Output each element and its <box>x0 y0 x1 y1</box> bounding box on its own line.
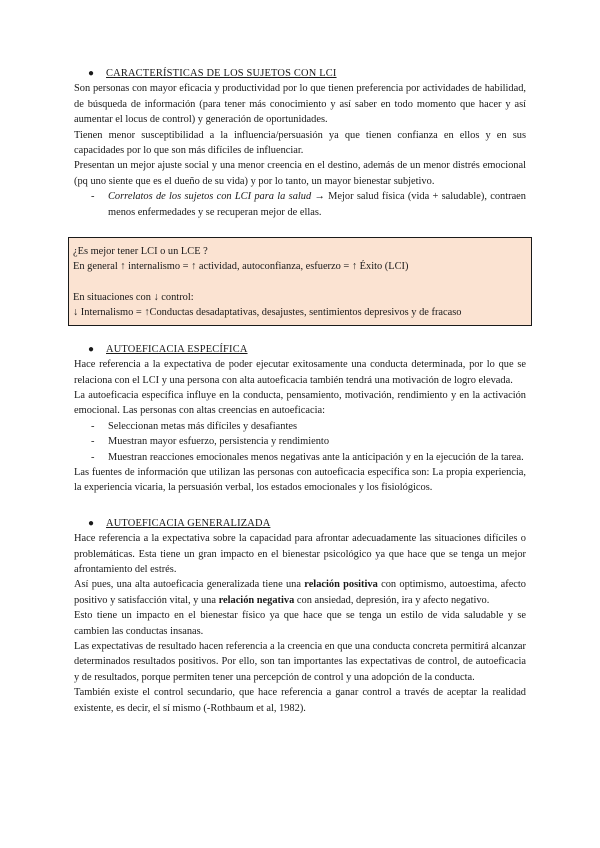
paragraph: Hace referencia a la expectativa de poder ejecutar exitosamente una conducta determinada, por lo que se relaciona con el LCI y una persona con alta autoeficacia también tendrá una motivación de logro elevada. <box>74 359 526 386</box>
list-item <box>74 450 526 465</box>
box-line: En situaciones con ↓ control: <box>73 291 194 303</box>
dash-bullet: - <box>91 451 95 463</box>
list-item-text: Muestran reacciones emocionales menos negativas ante la anticipación y en la ejecución de la tarea. <box>108 451 524 463</box>
box-line: ↓ Internalismo = ↑Conductas desadaptativas, desajustes, sentimientos depresivos y de fracaso <box>73 307 462 319</box>
paragraph: Son personas con mayor eficacia y productividad por lo que tienen preferencia por actividades de habilidad, de búsqueda de información (para tener más conocimiento y así saber en todo momento que hacer y así aumentar el locus de control) y generación de oportunidades. <box>74 83 526 126</box>
heading-text: CARACTERÍSTICAS DE LOS SUJETOS CON LCI <box>106 68 337 79</box>
bold-text: relación positiva <box>304 579 378 591</box>
box-line: En general ↑ internalismo = ↑ actividad, autoconfianza, esfuerzo = ↑ Éxito (LCI) <box>73 261 409 273</box>
text-run: con ansiedad, depresión, ira y afecto negativo. <box>294 594 490 606</box>
paragraph: Hace referencia a la expectativa sobre la capacidad para afrontar adecuadamente las situaciones difíciles o problemáticas. Esta tiene un gran impacto en el bienestar psicológico ya que hace que se tenga un mejor afrontamiento del estrés. <box>74 533 526 575</box>
bold-text: relación negativa <box>218 594 295 606</box>
section-heading-caracteristicas <box>74 66 526 81</box>
text-run: Así pues, una alta autoeficacia generalizada tiene una <box>74 579 305 591</box>
list-item-text: → Mejor salud física (vida + saludable), contraen menos enfermedades y se recuperan mejor de ellas. <box>108 191 526 218</box>
paragraph: Las fuentes de información que utilizan las personas con autoeficacia específica son: La propia experiencia, la experiencia vicaria, la persuasión verbal, los estados emocionales y los fisiológicos. <box>74 466 526 494</box>
dash-list <box>74 189 526 220</box>
list-item <box>74 434 526 449</box>
italic-text: Correlatos de los sujetos con LCI para la salud <box>108 191 312 203</box>
section-heading-autoeficacia-especifica <box>74 342 526 357</box>
dash-bullet: - <box>91 420 95 432</box>
dash-list <box>74 419 526 465</box>
paragraph: La autoeficacia específica influye en la conducta, pensamiento, motivación, rendimiento y en la activación emocional. Las personas con altas creencias en autoeficacia: <box>74 389 526 417</box>
list-item-text: Seleccionan metas más difíciles y desafiantes <box>108 420 297 432</box>
paragraph: Esto tiene un impacto en el bienestar físico ya que hace que se tenga un estilo de vida saludable y se cambien las conductas insanas. <box>74 610 526 637</box>
heading-text: AUTOEFICACIA GENERALIZADA <box>106 517 271 529</box>
paragraph: Las expectativas de resultado hacen referencia a la creencia en que una conducta concreta permitirá alcanzar determinados resultados positivos. Por ello, son tan importantes las expectativas de control, de autoeficacia y de resultados, porque permiten tener una percepción de control y una adopción de la conducta. <box>74 641 526 683</box>
dash-bullet: - <box>91 191 95 203</box>
bullet-icon: ● <box>88 68 95 79</box>
box-question: ¿Es mejor tener LCI o un LCE ? <box>73 246 208 258</box>
list-item <box>74 419 526 434</box>
paragraph: También existe el control secundario, que hace referencia a ganar control a través de aceptar la realidad existente, es decir, el sí mismo (-Rothbaum et al, 1982). <box>74 687 526 714</box>
paragraph-relations <box>74 577 526 608</box>
document-content <box>74 66 526 716</box>
heading-text: AUTOEFICACIA ESPECÍFICA <box>106 343 248 355</box>
text-run: con optimismo, autoestima, afecto positivo y satisfacción vital, y una <box>74 579 526 606</box>
section-heading-autoeficacia-generalizada <box>74 516 526 531</box>
paragraph: Tienen menor susceptibilidad a la influencia/persuasión ya que tienen confianza en ellos y en sus capacidades por lo que son más difíciles de influenciar. <box>74 129 526 157</box>
dash-bullet: - <box>91 436 95 448</box>
highlight-box <box>68 237 532 326</box>
bullet-icon: ● <box>88 517 95 529</box>
paragraph: Presentan un mejor ajuste social y una menor creencia en el destino, además de un menor distrés emocional (pq uno siente que es el dueño de su vida) y por lo tanto, un mayor bienestar subjetivo. <box>74 160 526 187</box>
list-item-text: Muestran mayor esfuerzo, persistencia y rendimiento <box>108 436 330 448</box>
list-item <box>74 189 526 220</box>
bullet-icon: ● <box>88 343 95 355</box>
